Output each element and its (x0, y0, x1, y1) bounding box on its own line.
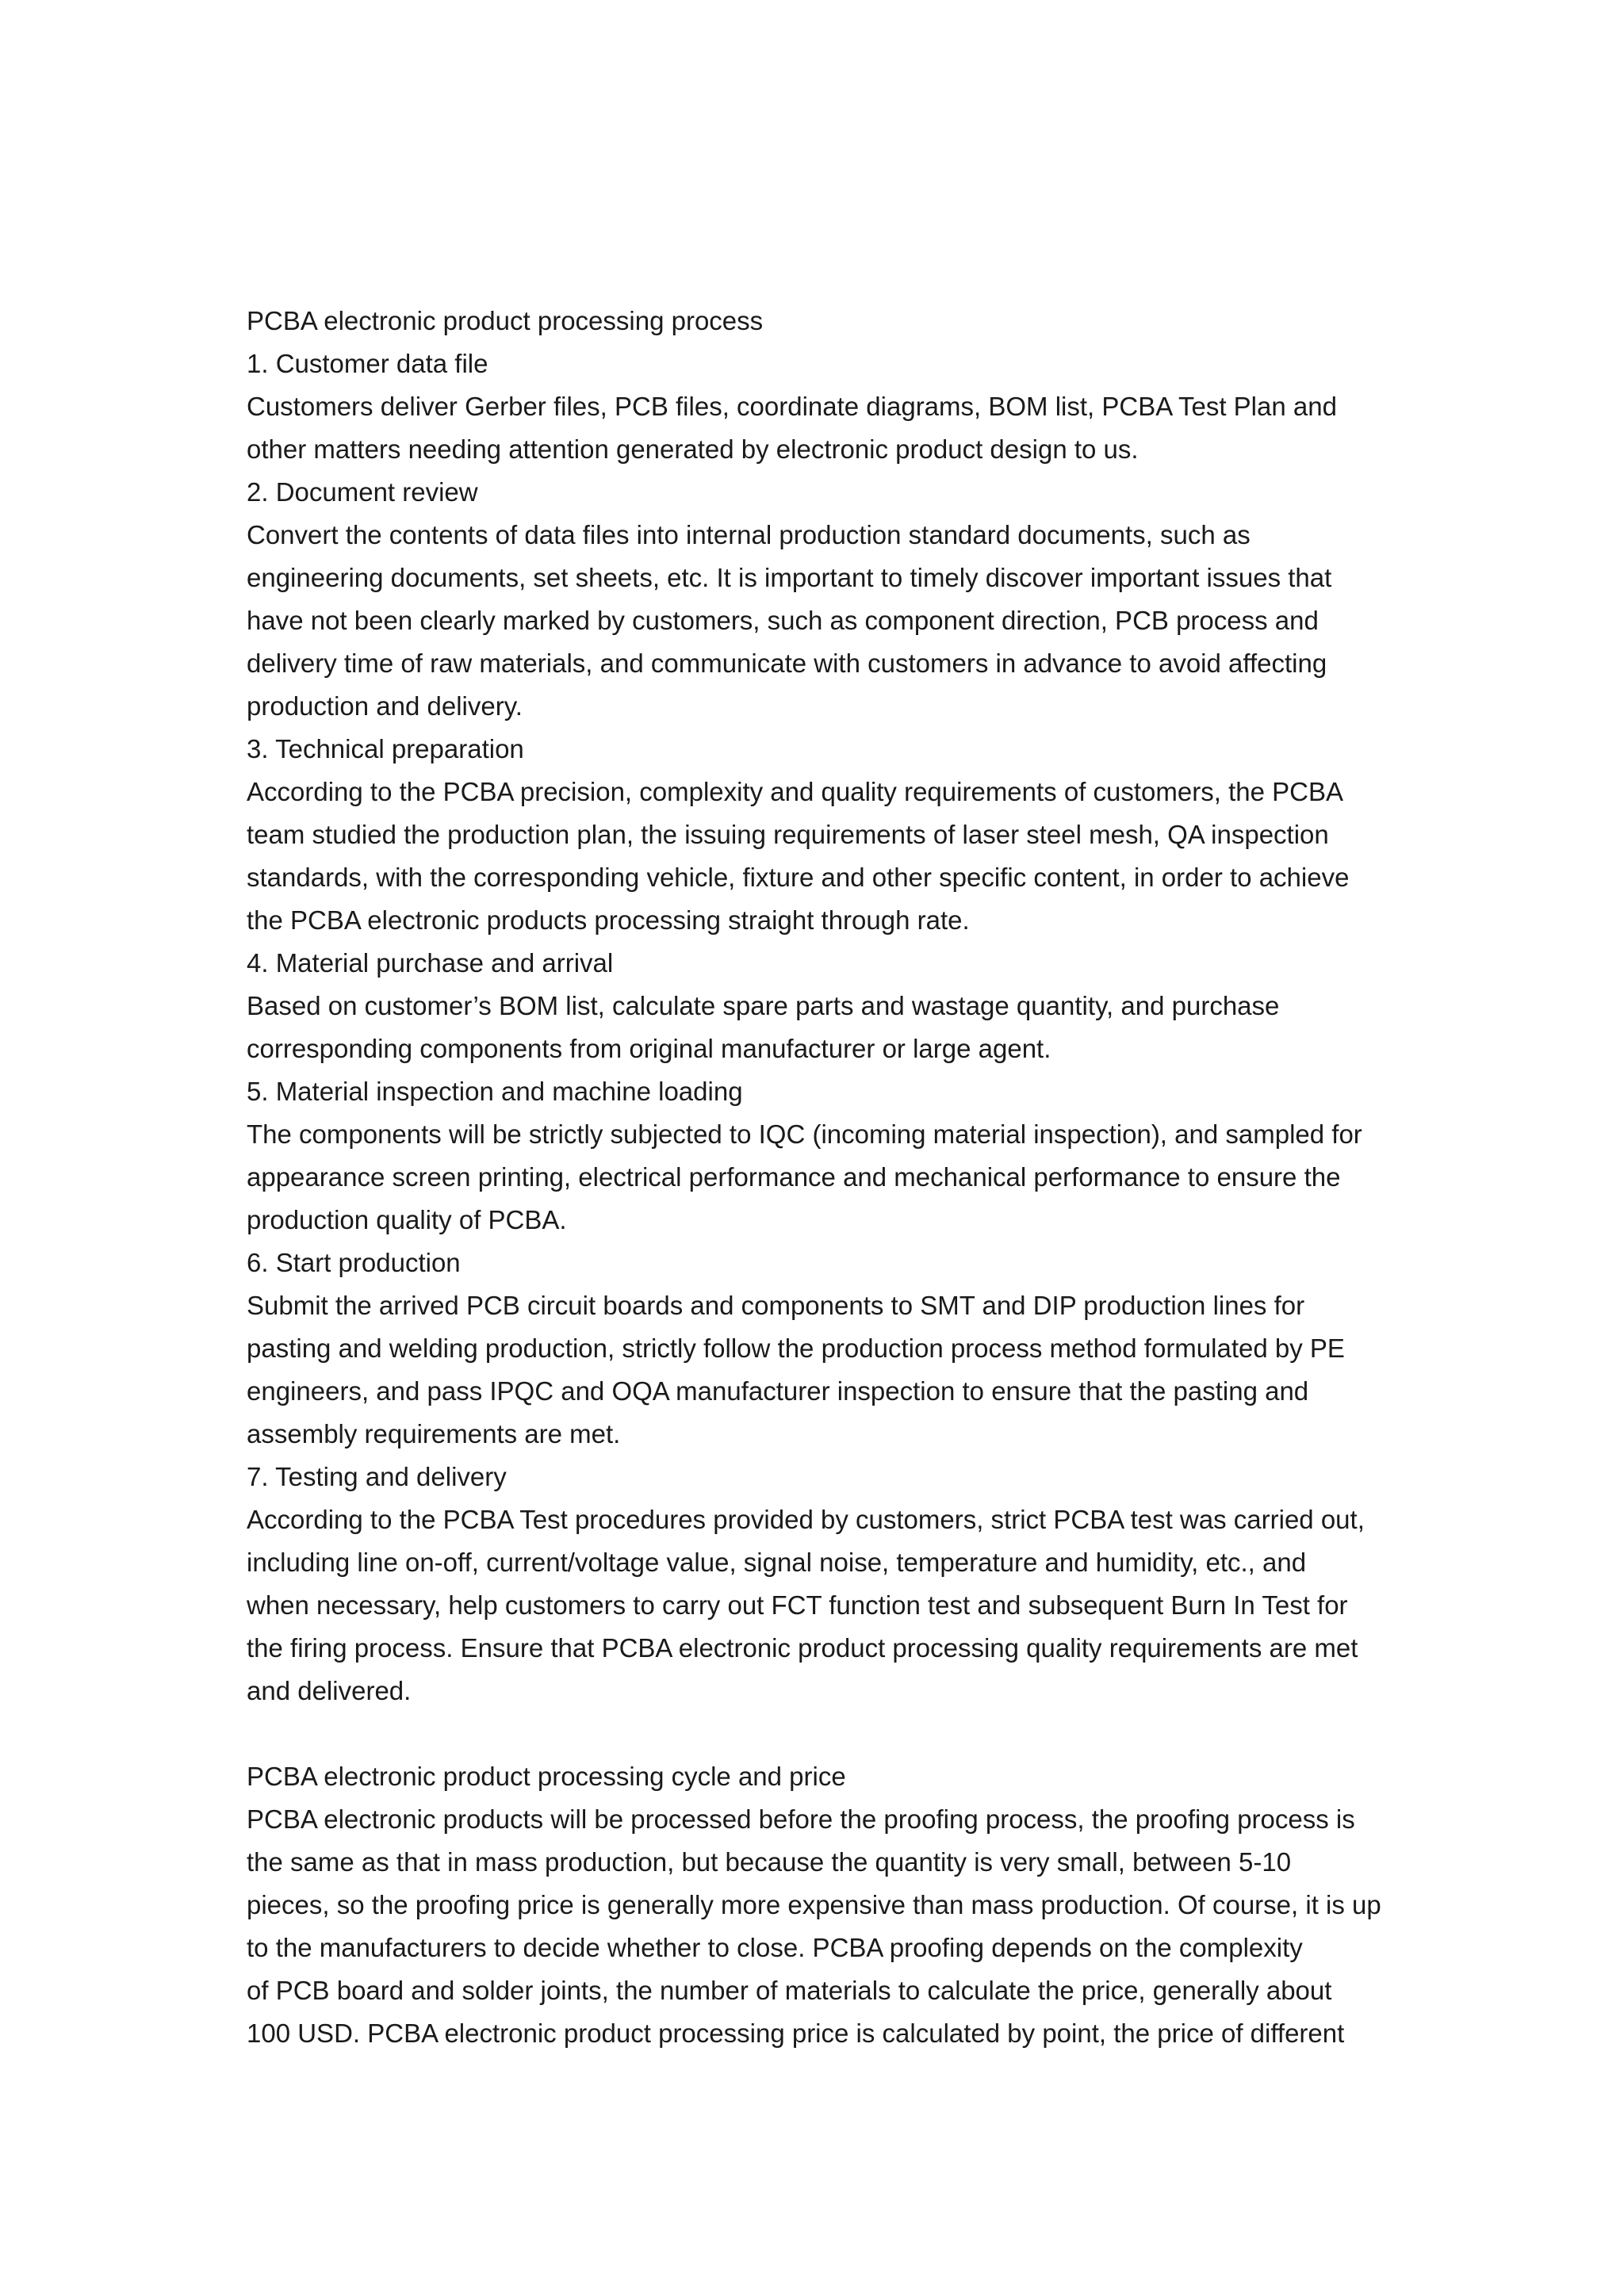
section-title: PCBA electronic product processing cycle and price (247, 1762, 846, 1791)
section-title: PCBA electronic product processing process (247, 306, 764, 335)
paragraph-line: Customers deliver Gerber files, PCB files, coordinate diagrams, BOM list, PCBA Test Plan and (247, 392, 1337, 421)
paragraph-line: the PCBA electronic products processing straight through rate. (247, 905, 970, 935)
paragraph-line: engineers, and pass IPQC and OQA manufacturer inspection to ensure that the pasting and (247, 1376, 1309, 1406)
paragraph-line: pasting and welding production, strictly follow the production process method formulated by PE (247, 1334, 1345, 1363)
paragraph-line: engineering documents, set sheets, etc. It is important to timely discover important issues that (247, 563, 1332, 592)
paragraph-line: PCBA electronic products will be processed before the proofing process, the proofing process is (247, 1804, 1355, 1834)
paragraph-line: According to the PCBA precision, complexity and quality requirements of customers, the PCBA (247, 777, 1343, 806)
paragraph-line: and delivered. (247, 1676, 412, 1705)
paragraph-line: team studied the production plan, the issuing requirements of laser steel mesh, QA inspection (247, 820, 1329, 849)
paragraph-line: production quality of PCBA. (247, 1205, 567, 1234)
paragraph-line: other matters needing attention generated by electronic product design to us. (247, 434, 1139, 464)
paragraph-line: Convert the contents of data files into internal production standard documents, such as (247, 520, 1251, 549)
step-heading: 5. Material inspection and machine loading (247, 1077, 743, 1106)
paragraph-line: production and delivery. (247, 691, 523, 721)
blank-line (247, 1712, 1396, 1755)
paragraph-line: According to the PCBA Test procedures provided by customers, strict PCBA test was carried out, (247, 1505, 1365, 1534)
paragraph-line: assembly requirements are met. (247, 1419, 621, 1448)
paragraph-line: the same as that in mass production, but because the quantity is very small, between 5-10 (247, 1847, 1292, 1877)
paragraph-line: the firing process. Ensure that PCBA electronic product processing quality requirements are met (247, 1633, 1358, 1663)
paragraph-line: corresponding components from original manufacturer or large agent. (247, 1034, 1051, 1063)
document-body (247, 300, 1396, 2055)
step-heading: 3. Technical preparation (247, 734, 524, 763)
paragraph-line: Submit the arrived PCB circuit boards and components to SMT and DIP production lines for (247, 1291, 1305, 1320)
paragraph-line: Based on customer’s BOM list, calculate spare parts and wastage quantity, and purchase (247, 991, 1280, 1020)
paragraph-line: standards, with the corresponding vehicle, fixture and other specific content, in order to achieve (247, 863, 1350, 892)
paragraph-line: delivery time of raw materials, and communicate with customers in advance to avoid affecting (247, 649, 1327, 678)
paragraph-line: pieces, so the proofing price is generally more expensive than mass production. Of course, it is up (247, 1890, 1381, 1919)
step-heading: 1. Customer data file (247, 349, 488, 378)
step-heading: 4. Material purchase and arrival (247, 948, 614, 978)
step-heading: 7. Testing and delivery (247, 1462, 507, 1491)
paragraph-line: have not been clearly marked by customers, such as component direction, PCB process and (247, 606, 1319, 635)
paragraph-line: of PCB board and solder joints, the number of materials to calculate the price, generally about (247, 1976, 1332, 2005)
step-heading: 2. Document review (247, 477, 478, 507)
paragraph-line: to the manufacturers to decide whether to close. PCBA proofing depends on the complexity (247, 1933, 1303, 1962)
paragraph-line: The components will be strictly subjected to IQC (incoming material inspection), and sampled for (247, 1119, 1362, 1149)
paragraph-line: including line on-off, current/voltage value, signal noise, temperature and humidity, etc., and (247, 1548, 1307, 1577)
paragraph-line: appearance screen printing, electrical performance and mechanical performance to ensure the (247, 1162, 1341, 1192)
step-heading: 6. Start production (247, 1248, 461, 1277)
paragraph-line: when necessary, help customers to carry out FCT function test and subsequent Burn In Test for (247, 1590, 1348, 1620)
paragraph-line: 100 USD. PCBA electronic product processing price is calculated by point, the price of different (247, 2019, 1345, 2048)
